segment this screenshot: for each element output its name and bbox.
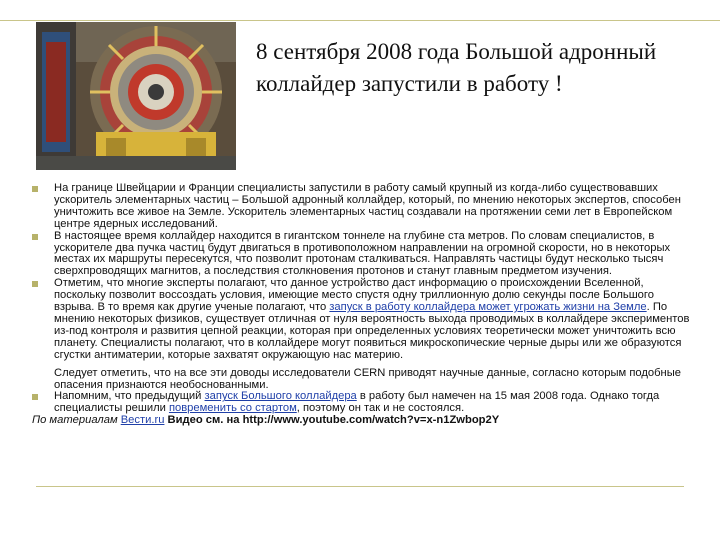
reminder-text-end: , поэтому он так и не состоялся.	[296, 402, 465, 415]
slide-title: 8 сентября 2008 года Большой адронный коллайдер запустили в работу !	[256, 39, 657, 96]
previous-launch-link[interactable]: запуск Большого коллайдера	[204, 390, 357, 403]
video-reference: Видео см. на http://www.youtube.com/watch?v=x-n1Zwbop2Y	[164, 414, 500, 427]
lhc-detector-image	[36, 22, 236, 170]
bullet-text: На границе Швейцарии и Франции специалисты запустили в работу самый крупный из когда-либо существовавших ускоритель элементарных частиц – Большой адронный коллайдер, который, по мнению некоторых экспертов, способен уничтожить все живое на Земле. Ускоритель элементарных частиц создавали на протяжении семи лет в Европейском центре ядерных исследований.	[54, 182, 681, 230]
bullet-square-icon	[32, 186, 38, 192]
bullet-item-experts	[32, 278, 692, 361]
bottom-rule	[36, 486, 684, 487]
top-rule	[0, 20, 720, 21]
cern-paragraph: Следует отметить, что на все эти доводы исследователи CERN приводят научные данные, согласно которым подобные опасения признаются необоснованными.	[54, 366, 681, 391]
bullet-item-launch	[32, 183, 692, 231]
vesti-link[interactable]: Вести.ru	[120, 414, 165, 427]
bullet-item-tunnel	[32, 231, 692, 279]
bullet-square-icon	[32, 234, 38, 240]
danger-link[interactable]: запуск в работу коллайдера может угрожать жизни на Земле	[329, 301, 647, 314]
bullet-square-icon	[32, 281, 38, 287]
bullet-text: В настоящее время коллайдер находится в гигантском тоннеле на глубине ста метров. По словам специалистов, в ускорителе два пучка частиц будут двигаться в противоположном направлении на огромной скорости, но в некоторых местах их маршруты пересекутся, что позволит протонам сталкиваться. Направлять частицы будут несколько тысяч сверхпроводящих магнитов, а последствия столкновения протонов и станут главным предметом изучения.	[54, 229, 671, 278]
source-label: По материалам	[32, 414, 121, 427]
postpone-link[interactable]: повременить со стартом	[168, 402, 297, 415]
reminder-text-start: Напомним, что предыдущий	[54, 390, 205, 403]
bullet-square-icon	[32, 394, 38, 400]
source-line	[32, 415, 692, 427]
bullet-item-reminder	[32, 391, 692, 415]
bullet-text-end: . По мнению некоторых физиков, существует отличная от нуля вероятность выхода проводимых в коллайдере экспериментов из-под контроля и развития цепной реакции, которая при определенных условиях теоретически может уничтожить всю планету. Специалисты полагают, что в коллайдере могут появиться микроскопические черные дыры или же образуются сгустки антиматерии, которые захватят окружающую нас материю.	[54, 301, 690, 361]
collider-photo	[36, 22, 236, 170]
reminder-text-middle: в работу был намечен на 15 мая 2008 года. Однако тогда специалисты решили	[54, 390, 660, 415]
bullet-text-start: Отметим, что многие эксперты полагают, что данное устройство даст информацию о происхождении Вселенной, поскольку позволит воссоздать условия, имеющие место спустя одну триллионную долю секунды после Большого взрыва. В то время как другие ученые полагают, что	[54, 277, 654, 314]
bullet-list	[32, 183, 692, 427]
